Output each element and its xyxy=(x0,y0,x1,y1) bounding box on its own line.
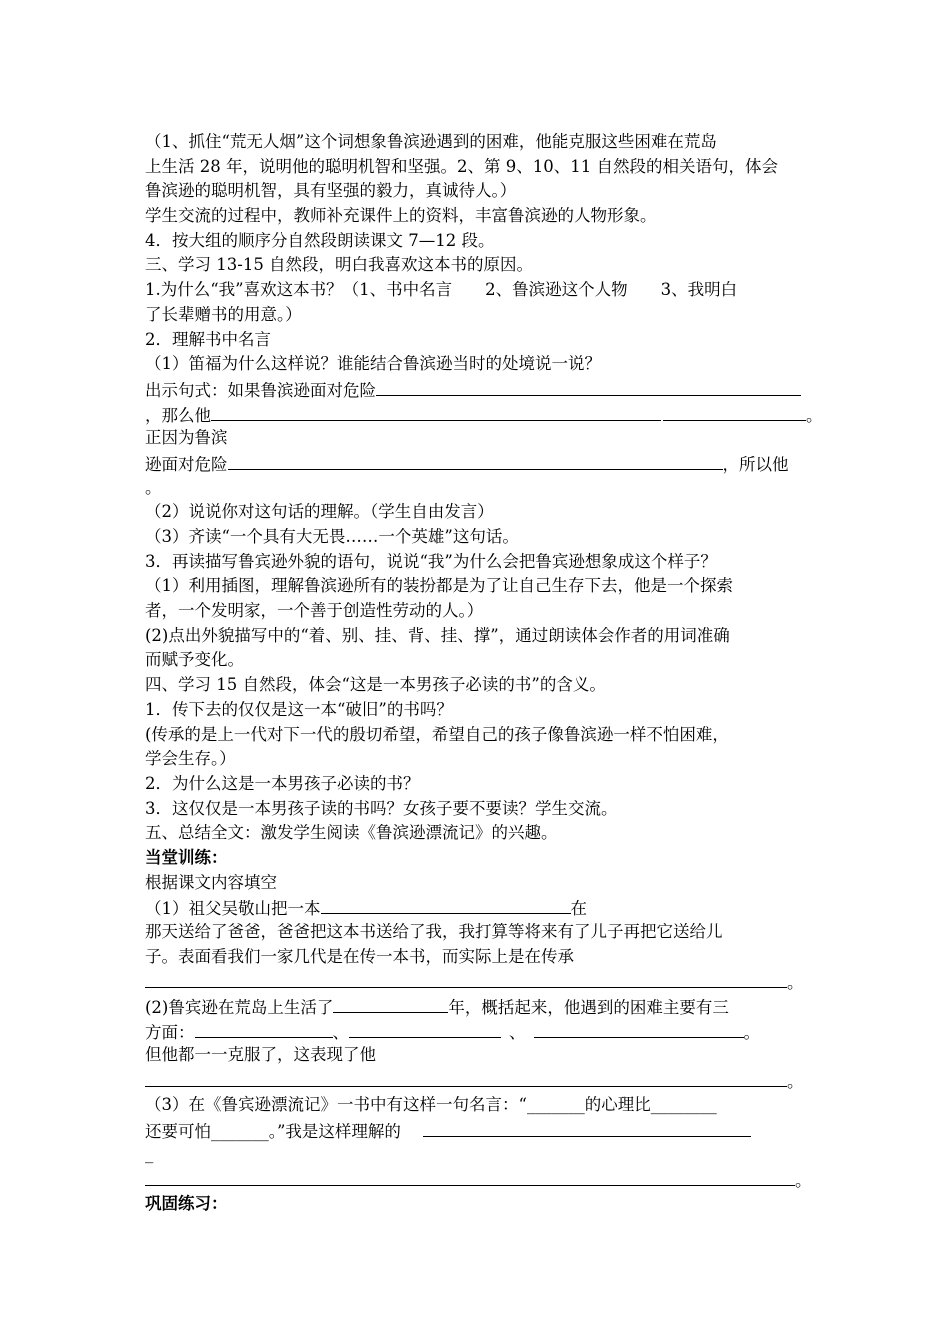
blank-text: ________ xyxy=(650,1094,717,1114)
text-line: 1.为什么“我”喜欢这本书？（1、书中名言 2、鲁滨逊这个人物 3、我明白 xyxy=(145,280,738,300)
fill-prompt: （1）祖父吴敬山把一本 xyxy=(145,899,321,919)
fill-line xyxy=(145,1118,845,1143)
text-line: 4．按大组的顺序分自然段朗读课文 7—12 段。 xyxy=(145,230,495,250)
text-line: 正因为鲁滨 xyxy=(145,428,228,448)
text-line: 1．传下去的仅仅是这一本“破旧”的书吗？ xyxy=(145,699,453,719)
text-line: （2）说说你对这句话的理解。（学生自由发言） xyxy=(145,502,494,522)
text-line: 学生交流的过程中，教师补充课件上的资料，丰富鲁滨逊的人物形象。 xyxy=(145,206,657,226)
text-line: （1）笛福为什么这样说？谁能结合鲁滨逊当时的处境说一说？ xyxy=(145,354,601,374)
fill-prompt: （3）在《鲁宾逊漂流记》一书中有这样一句名言：“ xyxy=(145,1094,527,1114)
separator: 、 xyxy=(509,1022,526,1042)
fill-prompt: 还要可怕 xyxy=(145,1121,211,1141)
text-line: 但他都一一克服了，这表现了他 xyxy=(145,1045,376,1065)
blank-text: _______ xyxy=(211,1121,269,1141)
fill-prompt: 方面： xyxy=(145,1022,195,1042)
text-line: 学会生存。） xyxy=(145,749,236,769)
separator: 、 xyxy=(332,1022,349,1042)
blank-field[interactable] xyxy=(534,1019,744,1038)
blank-field[interactable] xyxy=(211,402,661,421)
text-line: (传承的是上一代对下一代的殷切希望，希望自己的孩子像鲁滨逊一样不怕困难， xyxy=(145,724,729,744)
blank-field[interactable] xyxy=(195,1019,333,1038)
fill-line xyxy=(145,377,845,402)
fill-suffix: 。 xyxy=(743,1022,760,1042)
text-line: 了长辈赠书的用意。） xyxy=(145,304,302,324)
document-body xyxy=(145,130,845,1216)
fill-line xyxy=(145,1068,845,1093)
fill-suffix: 在 xyxy=(570,899,587,919)
blank-field[interactable] xyxy=(333,994,448,1013)
fill-line xyxy=(145,895,845,920)
text-line: 那天送给了爸爸，爸爸把这本书送给了我，我打算等将来有了儿子再把它送给儿 xyxy=(145,922,723,941)
text-line: 者，一个发明家，一个善于创造性劳动的人。） xyxy=(145,601,484,621)
fill-suffix: 年，概括起来，他遇到的困难主要有三 xyxy=(448,998,729,1018)
fill-suffix: ，所以他 xyxy=(722,454,789,474)
text-line: 上生活 28 年，说明他的聪明机智和坚强。2、第 9、10、11 自然段的相关语句，体会 xyxy=(145,156,778,176)
practice-heading: 当堂训练： xyxy=(145,847,228,867)
fill-suffix: 。 xyxy=(787,973,804,993)
blank-field[interactable] xyxy=(663,402,806,421)
fill-text: 的心理比 xyxy=(584,1094,651,1114)
fill-suffix: 。 xyxy=(787,1072,804,1092)
blank-field[interactable] xyxy=(145,969,787,988)
section-heading-3: 三、学习 13-15 自然段，明白我喜欢这本书的原因。 xyxy=(145,255,534,275)
blank-field[interactable] xyxy=(349,1019,501,1038)
text-line: （3）齐读“一个具有大无畏……一个英雄”这句话。 xyxy=(145,527,519,546)
text-line: 2．理解书中名言 xyxy=(145,329,271,349)
section-heading-5: 五、总结全文：激发学生阅读《鲁滨逊漂流记》的兴趣。 xyxy=(145,823,558,843)
fill-prompt: (2)鲁宾逊在荒岛上生活了 xyxy=(145,998,334,1018)
text-line: _ xyxy=(145,1144,154,1164)
text-line: (2)点出外貌描写中的“着、别、挂、背、挂、撑”，通过朗读体会作者的用词准确 xyxy=(145,625,730,645)
fill-line xyxy=(145,1019,845,1044)
fill-prompt: ，那么他 xyxy=(145,405,211,425)
blank-field[interactable] xyxy=(321,895,571,914)
text-line: 2．为什么这是一本男孩子必读的书？ xyxy=(145,773,420,793)
blank-field[interactable] xyxy=(376,377,801,396)
text-line: 而赋予变化。 xyxy=(145,650,244,670)
blank-field[interactable] xyxy=(145,1068,787,1087)
text-line: 3．再读描写鲁宾逊外貌的语句，说说“我”为什么会把鲁宾逊想象成这个样子？ xyxy=(145,551,717,571)
fill-prompt: 出示句式：如果鲁滨逊面对危险 xyxy=(145,380,376,400)
blank-field[interactable] xyxy=(145,1167,795,1186)
fill-line xyxy=(145,1167,845,1192)
consolidation-heading: 巩固练习： xyxy=(145,1193,228,1213)
fill-suffix: 。 xyxy=(806,405,823,425)
text-line: 鲁滨逊的聪明机智，具有坚强的毅力，真诚待人。） xyxy=(145,181,517,201)
text-line: 子。表面看我们一家几代是在传一本书，而实际上是在传承 xyxy=(145,946,574,966)
text-line: （1、抓住“荒无人烟”这个词想象鲁滨逊遇到的困难，他能克服这些困难在荒岛 xyxy=(145,132,717,151)
blank-field[interactable] xyxy=(423,1118,751,1137)
blank-text: _______ xyxy=(526,1094,585,1114)
fill-suffix: 。 xyxy=(795,1170,812,1190)
text-line: 根据课文内容填空 xyxy=(145,872,277,892)
fill-text: 。”我是这样理解的 xyxy=(268,1121,401,1141)
fill-prompt: 逊面对危险 xyxy=(145,454,228,474)
fill-line xyxy=(145,402,845,427)
blank-field[interactable] xyxy=(228,451,723,470)
text-line: 3．这仅仅是一本男孩子读的书吗？女孩子要不要读？学生交流。 xyxy=(145,798,618,818)
fill-line xyxy=(145,1093,845,1118)
fill-line xyxy=(145,969,845,994)
fill-line xyxy=(145,451,845,476)
text-line: （1）利用插图，理解鲁滨逊所有的装扮都是为了让自己生存下去，他是一个探索 xyxy=(145,576,733,596)
section-heading-4: 四、学习 15 自然段，体会“这是一本男孩子必读的书”的含义。 xyxy=(145,675,606,695)
fill-line xyxy=(145,994,845,1019)
text-line: 。 xyxy=(145,477,162,497)
